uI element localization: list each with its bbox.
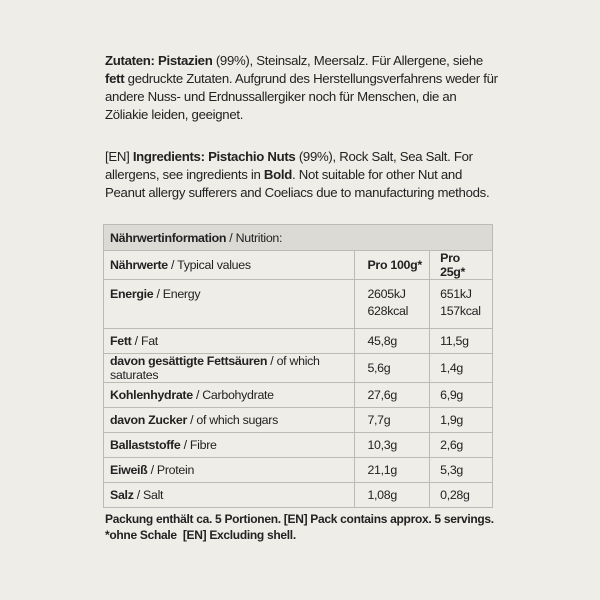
de-ingredients-text1: (99%), Steinsalz, Meersalz. Für Allergene, siehe bbox=[212, 53, 483, 68]
col-100-header: Pro 100g* bbox=[355, 251, 430, 280]
col-label-en: / Typical values bbox=[167, 258, 251, 272]
table-row-protein: Eiweiß / Protein 21,1g 5,3g bbox=[104, 458, 493, 483]
nutrition-table bbox=[103, 224, 493, 508]
table-row-fibre: Ballaststoffe / Fibre 10,3g 2,6g bbox=[104, 433, 493, 458]
english-ingredients-text bbox=[105, 148, 500, 202]
en-ingredients-text1: (99%), Rock Salt, Sea Salt. For allergens, see ingredients in bbox=[105, 149, 473, 182]
footer-notes bbox=[105, 511, 525, 543]
de-ingredients-label: Zutaten: bbox=[105, 53, 155, 68]
nutrition-header-row bbox=[104, 225, 493, 251]
footer-servings: Packung enthält ca. 5 Portionen. [EN] Pack contains approx. 5 servings. bbox=[105, 512, 494, 526]
en-pistachio-highlight: Pistachio Nuts bbox=[208, 149, 296, 164]
table-row-saturates: davon gesättigte Fettsäuren / of which saturates 5,6g 1,4g bbox=[104, 354, 493, 383]
table-row-salt: Salz / Salt 1,08g 0,28g bbox=[104, 483, 493, 508]
table-row-carbohydrate: Kohlenhydrate / Carbohydrate 27,6g 6,9g bbox=[104, 383, 493, 408]
col-label-cell bbox=[104, 251, 355, 280]
de-pistachio-highlight: Pistazien bbox=[158, 53, 213, 68]
de-bold-word: fett bbox=[105, 71, 125, 86]
column-header-row bbox=[104, 251, 493, 280]
german-ingredients-text bbox=[105, 52, 500, 124]
en-ingredients-label: Ingredients: bbox=[132, 149, 205, 164]
de-ingredients-text2: gedruckte Zutaten. Aufgrund des Herstellungsverfahrens weder für andere Nuss- und Erdnussallergiker noch für Menschen, die an Zöliakie leiden, geeignet. bbox=[105, 71, 498, 122]
col-label-de: Nährwerte bbox=[110, 258, 168, 272]
table-row-energy: Energie / Energy 2605kJ 628kcal 651kJ 157kcal bbox=[104, 280, 493, 329]
en-bold-word: Bold bbox=[263, 167, 292, 182]
table-row-fat: Fett / Fat 45,8g 11,5g bbox=[104, 329, 493, 354]
en-ingredients-text2: . Not suitable for other Nut and Peanut allergy sufferers and Coeliacs due to manufacturing methods. bbox=[105, 167, 490, 200]
nutrition-header-en: / Nutrition: bbox=[226, 230, 283, 245]
footer-shell-note: *ohne Schale [EN] Excluding shell. bbox=[105, 528, 296, 542]
en-prefix: [EN] bbox=[105, 149, 133, 164]
nutrition-header-de: Nährwertinformation bbox=[110, 230, 227, 245]
col-25-header: Pro 25g* bbox=[430, 251, 493, 280]
table-row-sugars: davon Zucker / of which sugars 7,7g 1,9g bbox=[104, 408, 493, 433]
nutrition-header-cell bbox=[104, 225, 493, 251]
